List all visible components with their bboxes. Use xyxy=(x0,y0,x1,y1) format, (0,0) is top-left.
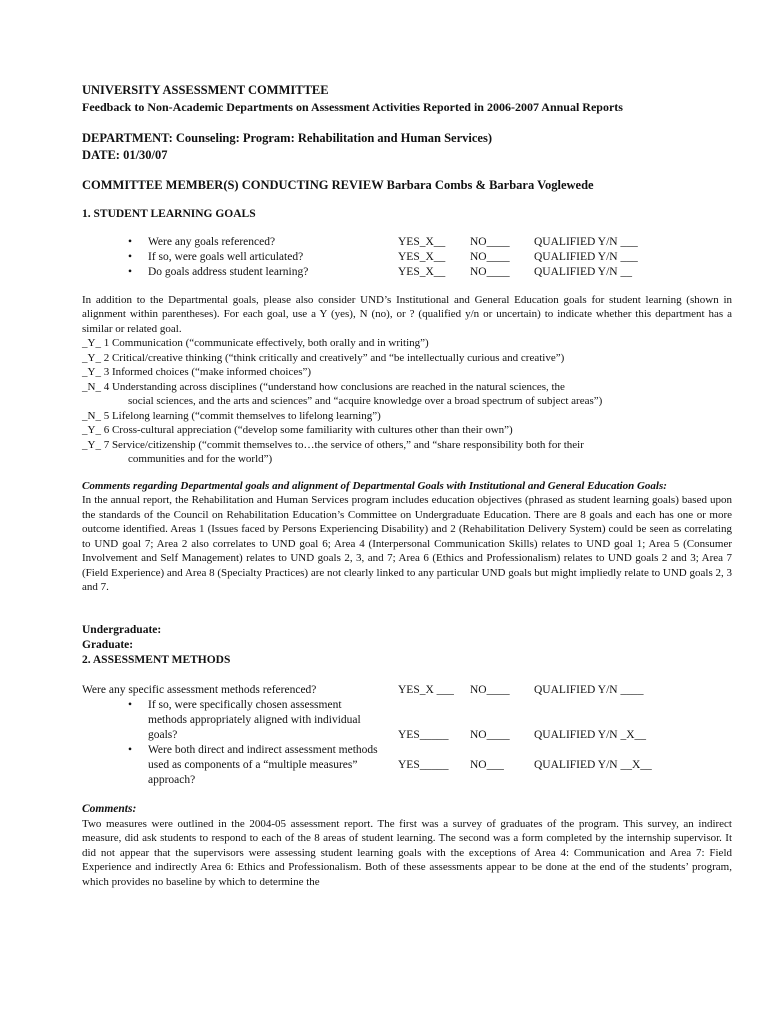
qualified-field: QUALIFIED Y/N ____ xyxy=(534,683,644,696)
qualified-field: QUALIFIED Y/N ___ xyxy=(534,235,638,248)
question-text: Were any specific assessment methods referenced? xyxy=(82,683,317,696)
no-field: NO____ xyxy=(470,265,510,278)
bullet: • xyxy=(128,743,133,756)
qualified-field: QUALIFIED Y/N _X__ xyxy=(534,728,647,741)
undergraduate-label: Undergraduate: xyxy=(82,623,162,636)
qualified-field: QUALIFIED Y/N __X__ xyxy=(534,758,652,771)
qualified-field: QUALIFIED Y/N ___ xyxy=(534,250,638,263)
und-goal-continuation: social sciences, and the arts and sciences” and “acquire knowledge over a broad spectrum of subject areas”) xyxy=(128,395,603,407)
section2-title: 2. ASSESSMENT METHODS xyxy=(82,653,231,666)
goal-question-row xyxy=(82,235,732,250)
und-goal-line: _N_ 5 Lifelong learning (“commit themselves to lifelong learning”) xyxy=(82,409,381,422)
goal-question-row xyxy=(82,265,732,280)
und-goal-line: _Y_ 1 Communication (“communicate effectively, both orally and in writing”) xyxy=(82,337,429,349)
und-goals-list xyxy=(82,336,732,467)
method-question-row xyxy=(82,698,732,743)
yes-field: YES_____ xyxy=(398,728,449,741)
question-text: Were any goals referenced? xyxy=(148,235,276,248)
graduate-label: Graduate: xyxy=(82,638,134,651)
no-field: NO____ xyxy=(470,250,510,263)
no-field: NO____ xyxy=(470,728,510,741)
und-goal-line: _Y_ 3 Informed choices (“make informed choices”) xyxy=(82,366,312,378)
yes-field: YES_X__ xyxy=(398,265,446,278)
question-text: If so, were specifically chosen assessment methods appropriately aligned with individual goals? xyxy=(148,698,361,741)
und-goal-line: _Y_ 2 Critical/creative thinking (“think critically and creatively” and “be intellectually curious and creative”) xyxy=(82,351,565,364)
committee-title: UNIVERSITY ASSESSMENT COMMITTEE xyxy=(82,83,329,97)
goal-questions xyxy=(82,235,732,280)
und-goal-line: _Y_ 6 Cross-cultural appreciation (“develop some familiarity with cultures other than their own”) xyxy=(82,424,513,436)
no-field: NO____ xyxy=(470,683,510,696)
bullet: • xyxy=(128,235,133,248)
date-line: DATE: 01/30/07 xyxy=(82,147,168,162)
question-text: Were both direct and indirect assessment methods used as components of a “multiple measures” approach? xyxy=(148,743,378,786)
yes-field: YES_X__ xyxy=(398,235,446,248)
report-subtitle: Feedback to Non-Academic Departments on Assessment Activities Reported in 2006-2007 Annual Reports xyxy=(82,99,623,114)
no-field: NO___ xyxy=(470,758,504,771)
yes-field: YES_X__ xyxy=(398,250,446,263)
qualified-field: QUALIFIED Y/N __ xyxy=(534,265,632,278)
question-text: Do goals address student learning? xyxy=(148,265,309,278)
yes-field: YES_____ xyxy=(398,758,449,771)
goals-comments-body: In the annual report, the Rehabilitation and Human Services program includes education objectives (phrased as student learning goals) based upon the standards of the Council on Rehabilitation Education’s Committee on Undergraduate Education. There are 8 goals and each has one or more outcome identified. Areas 1 (Issues faced by Persons Experiencing Disability) and 2 (Rehabilitation Delivery System) could be seen as correlating to UND goal 7; Area 2 also correlates to UND goal 6; Area 4 (Interpersonal Communication Skills) relates to UND goal 1; Area 5 (Consumer Involvement and Self Management) relates to UND goals 2, 3, and 7; Area 6 (Ethics and Professionalism) relates to UND goals 2 and 3; Area 7 (Field Experience) and Area 8 (Specialty Practices) are not clearly linked to any particular UND goals but might impliedly relate to UND goals 2, 3 and 7. xyxy=(82,494,732,593)
department-line: DEPARTMENT: Counseling: Program: Rehabilitation and Human Services) xyxy=(82,131,492,145)
no-field: NO____ xyxy=(470,235,510,248)
section1-title: 1. STUDENT LEARNING GOALS xyxy=(82,207,256,220)
question-text: If so, were goals well articulated? xyxy=(148,250,304,263)
und-goal-line: _N_ 4 Understanding across disciplines (“understand how conclusions are reached in the natural sciences, the xyxy=(82,380,565,393)
reviewers-line: COMMITTEE MEMBER(S) CONDUCTING REVIEW Barbara Combs & Barbara Voglewede xyxy=(82,178,594,192)
goals-comments-heading: Comments regarding Departmental goals and alignment of Departmental Goals with Institutional and General Education Goals: xyxy=(82,479,667,492)
goal-question-row xyxy=(82,250,732,265)
document-page xyxy=(82,82,732,889)
method-question-row xyxy=(82,683,732,698)
bullet: • xyxy=(128,250,133,263)
methods-comments-body: Two measures were outlined in the 2004-05 assessment report. The first was a survey of graduates of the program. This survey, an indirect measure, did ask students to respond to each of the 8 areas of student learning. The second was a form completed by the internship supervisor. It did not appear that the supervisors were assessing student learning goals with the exceptions of Area 4: Communication and Area 7: Field Experience and indirectly Area 6: Ethics and Professionalism. Both of these assessments appear to be done at the end of the students’ program, which provides no baseline by which to determine the xyxy=(82,817,732,888)
bullet: • xyxy=(128,698,133,711)
und-goal-continuation: communities and for the world”) xyxy=(128,453,273,465)
goals-intro: In addition to the Departmental goals, please also consider UND’s Institutional and General Education goals for student learning (shown in alignment within parentheses). For each goal, use a Y (yes), N (no), or ? (qualified y/n or uncertain) to indicate whether this department has a similar or related goal. xyxy=(82,293,732,335)
methods-comments-heading: Comments: xyxy=(82,802,137,815)
bullet: • xyxy=(128,265,133,278)
yes-field: YES_X ___ xyxy=(398,683,454,696)
und-goal-line: _Y_ 7 Service/citizenship (“commit themselves to…the service of others,” and “share responsibility both for their xyxy=(82,438,584,451)
method-question-row xyxy=(82,743,732,788)
